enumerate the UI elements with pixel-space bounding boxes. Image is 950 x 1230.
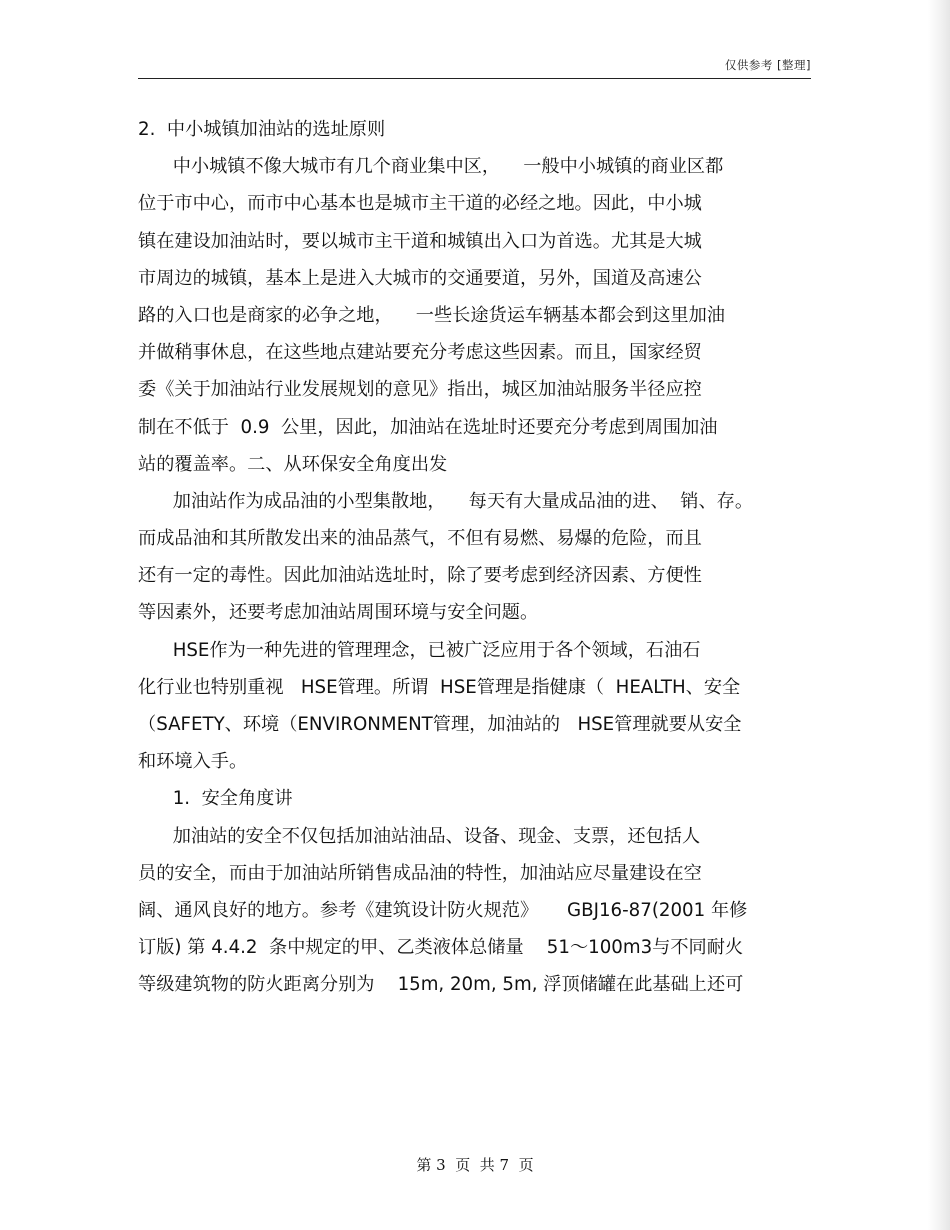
text-line: 中小城镇不像大城市有几个商业集中区， 一般中小城镇的商业区都: [138, 156, 724, 178]
page-header: [138, 56, 811, 79]
text-line: （SAFETY、环境（ENVIRONMENT管理，加油站的 HSE管理就要从安全: [138, 714, 742, 735]
text-line: 并做稍事休息，在这些地点建站要充分考虑这些因素。而且，国家经贸: [138, 342, 702, 364]
text-line: 位于市中心，而市中心基本也是城市主干道的必经之地。因此，中小城: [138, 193, 702, 215]
text-line: 委《关于加油站行业发展规划的意见》指出，城区加油站服务半径应控: [138, 379, 702, 401]
text-line: 等因素外，还要考虑加油站周围环境与安全问题。: [138, 602, 539, 624]
text-line: 员的安全，而由于加油站所销售成品油的特性，加油站应尽量建设在空: [138, 862, 702, 884]
text-line: 加油站作为成品油的小型集散地， 每天有大量成品油的进、 销、存。: [138, 490, 754, 512]
text-line: 2. 中小城镇加油站的选址原则: [138, 119, 386, 140]
text-line: 等级建筑物的防火距离分别为 15m, 20m, 5m, 浮顶储罐在此基础上还可: [138, 974, 744, 996]
text-line: 1. 安全角度讲: [138, 788, 293, 810]
text-line: 和环境入手。: [138, 751, 248, 773]
text-line: 订版) 第 4.4.2 条中规定的甲、乙类液体总储量 51～100m3与不同耐火: [138, 937, 744, 959]
text-line: 制在不低于 0.9 公里，因此，加油站在选址时还要充分考虑到周围加油: [138, 416, 718, 438]
page-footer: 第 3 页 共 7 页: [416, 1156, 534, 1174]
text-line: 而成品油和其所散发出来的油品蒸气，不但有易燃、易爆的危险，而且: [138, 528, 702, 550]
header-label: 仅供参考 [整理]: [724, 58, 811, 72]
text-line: 还有一定的毒性。因此加油站选址时，除了要考虑到经济因素、方便性: [138, 565, 702, 587]
text-line: 市周边的城镇，基本上是进入大城市的交通要道，另外，国道及高速公: [138, 267, 702, 289]
text-line: 加油站的安全不仅包括加油站油品、设备、现金、支票，还包括人: [138, 825, 701, 847]
text-line: 路的入口也是商家的必争之地， 一些长途货运车辆基本都会到这里加油: [138, 304, 725, 326]
document-body: [138, 111, 818, 1004]
text-line: 化行业也特别重视 HSE管理。所谓 HSE管理是指健康（ HEALTH、安全: [138, 676, 741, 698]
page-edge-shadow: [928, 0, 950, 1230]
text-line: 站的覆盖率。二、从环保安全角度出发: [138, 453, 448, 475]
text-line: HSE作为一种先进的管理理念，已被广泛应用于各个领域，石油石: [138, 639, 701, 661]
text-line: 镇在建设加油站时，要以城市主干道和城镇出入口为首选。尤其是大城: [138, 230, 702, 252]
text-line: 阔、通风良好的地方。参考《建筑设计防火规范》 GBJ16-87(2001 年修: [138, 899, 748, 921]
